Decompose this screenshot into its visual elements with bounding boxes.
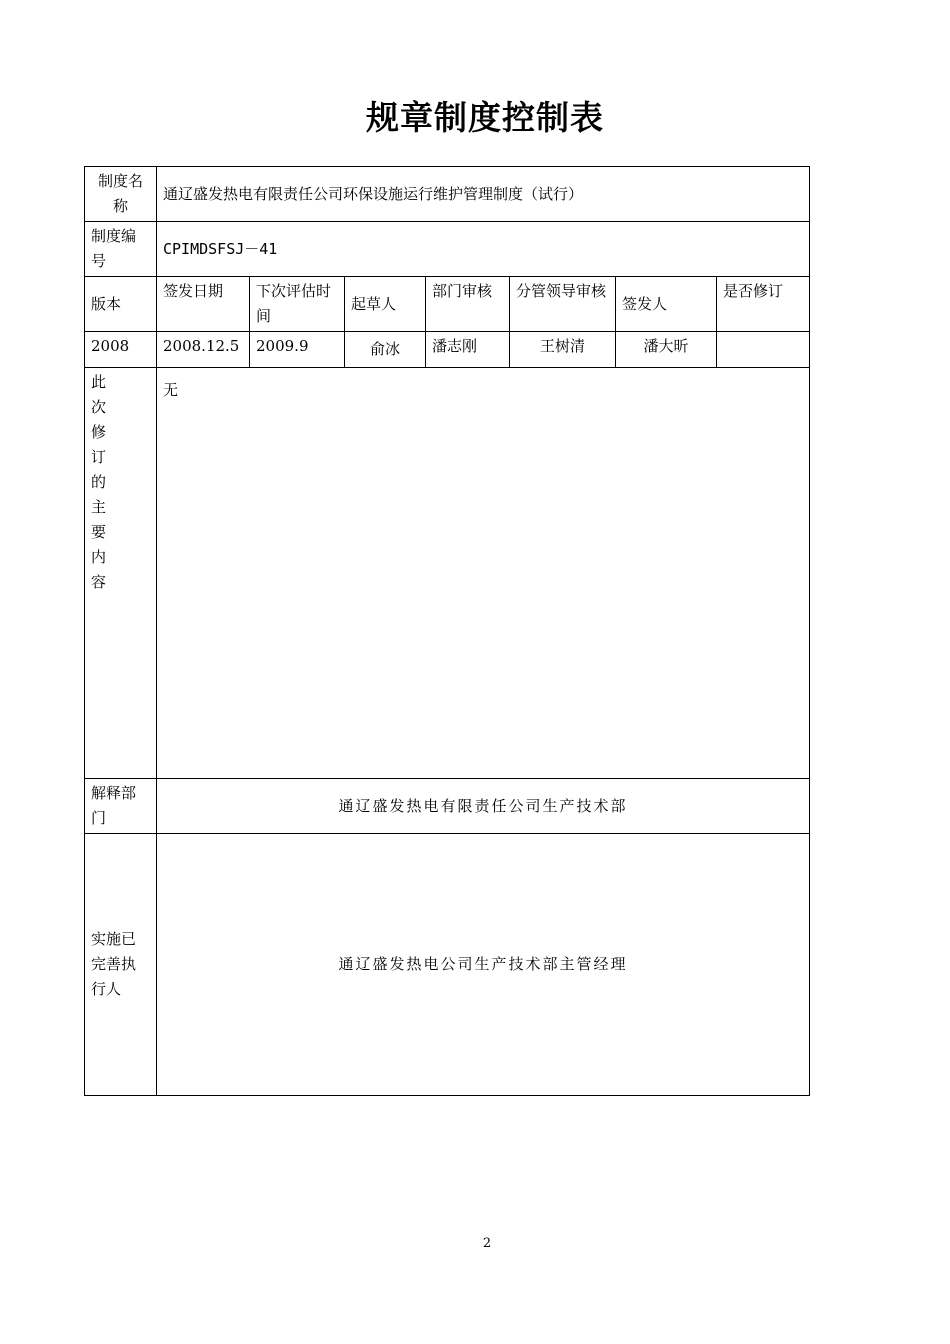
- interpret-value: 通辽盛发热电有限责任公司生产技术部: [157, 779, 810, 834]
- signer-value: 潘大昕: [616, 332, 717, 368]
- control-table: [84, 166, 810, 1096]
- drafter-header: 起草人: [345, 277, 426, 332]
- revision-label-cell: [85, 368, 157, 779]
- document-title: 规章制度控制表: [366, 98, 604, 137]
- revised-value: [717, 332, 810, 368]
- next-review-header: 下次评估时间: [250, 277, 345, 332]
- name-label: 制度名称: [85, 167, 157, 222]
- number-row: [85, 222, 810, 277]
- issue-date-header: 签发日期: [157, 277, 250, 332]
- interpret-label: 解释部门: [85, 779, 157, 834]
- next-review-value: 2009.9: [250, 332, 345, 368]
- drafter-value: 俞冰: [345, 332, 426, 368]
- number-value: CPIMDSFSJ－41: [157, 222, 810, 277]
- version-header: 版本: [85, 277, 157, 332]
- executor-value: 通辽盛发热电公司生产技术部主管经理: [157, 834, 810, 1096]
- interpret-row: [85, 779, 810, 834]
- revision-row: [85, 368, 810, 779]
- dept-review-header: 部门审核: [426, 277, 510, 332]
- leader-review-value: 王树清: [510, 332, 616, 368]
- name-value: 通辽盛发热电有限责任公司环保设施运行维护管理制度（试行）: [157, 167, 810, 222]
- dept-review-value: 潘志刚: [426, 332, 510, 368]
- revision-label: 此次修订的主要内容: [91, 373, 107, 591]
- revision-value: 无: [157, 368, 810, 779]
- header-row: [85, 277, 810, 332]
- number-label: 制度编号: [85, 222, 157, 277]
- executor-label: 实施已完善执行人: [85, 834, 157, 1096]
- page-number: 2: [482, 1236, 492, 1251]
- executor-row: [85, 834, 810, 1096]
- leader-review-header: 分管领导审核: [510, 277, 616, 332]
- data-row: [85, 332, 810, 368]
- issue-date-value: 2008.12.5: [157, 332, 250, 368]
- version-value: 2008: [85, 332, 157, 368]
- name-row: [85, 167, 810, 222]
- revised-header: 是否修订: [717, 277, 810, 332]
- signer-header: 签发人: [616, 277, 717, 332]
